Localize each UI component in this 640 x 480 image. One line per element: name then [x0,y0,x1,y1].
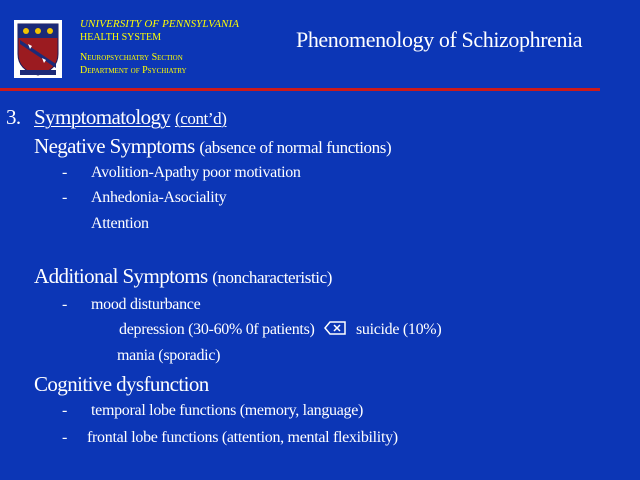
slide-title: Phenomenology of Schizophrenia [296,27,583,52]
additional-symptoms-heading [34,266,332,287]
negative-bullet-2: Anhedonia-Asociality [91,189,227,206]
additional-title: Additional Symptoms [34,264,208,288]
mania-line: mania (sporadic) [117,347,221,364]
health-system-label: HEALTH SYSTEM [80,32,162,43]
negative-dash-1: - [62,164,68,181]
heading-text: Symptomatology [34,105,171,129]
cognitive-dash-2: - [62,429,68,446]
delete-left-arrow-icon [324,321,346,335]
header [0,0,640,90]
department-label: Department of Psychiatry [80,65,187,76]
depression-line [119,322,441,338]
header-divider [0,88,600,91]
heading-suffix: (cont’d) [174,109,227,128]
additional-note: (noncharacteristic) [212,268,333,287]
cognitive-dysfunction-heading: Cognitive dysfunction [34,372,209,396]
section-heading [34,107,227,128]
cognitive-bullet-1: temporal lobe functions (memory, language) [91,402,364,419]
cognitive-dash-1: - [62,402,68,419]
depression-text: depression (30-60% 0f patients) [119,321,315,338]
negative-title: Negative Symptoms [34,134,195,158]
negative-symptoms-heading [34,136,391,157]
negative-dash-2: - [62,189,68,206]
negative-note: (absence of normal functions) [199,138,392,157]
item-number: 3. [6,105,21,129]
penn-shield-crest-icon [14,20,62,78]
negative-bullet-3: Attention [91,215,149,232]
suicide-text: suicide (10%) [355,321,442,338]
cognitive-bullet-2: frontal lobe functions (attention, mental flexibility) [87,429,398,446]
university-name: UNIVERSITY OF PENNSYLVANIA [80,18,240,30]
additional-bullet: mood disturbance [91,296,201,313]
additional-dash: - [62,296,68,313]
section-label: Neuropsychiatry Section [80,52,183,63]
negative-bullet-1: Avolition-Apathy poor motivation [91,164,301,181]
